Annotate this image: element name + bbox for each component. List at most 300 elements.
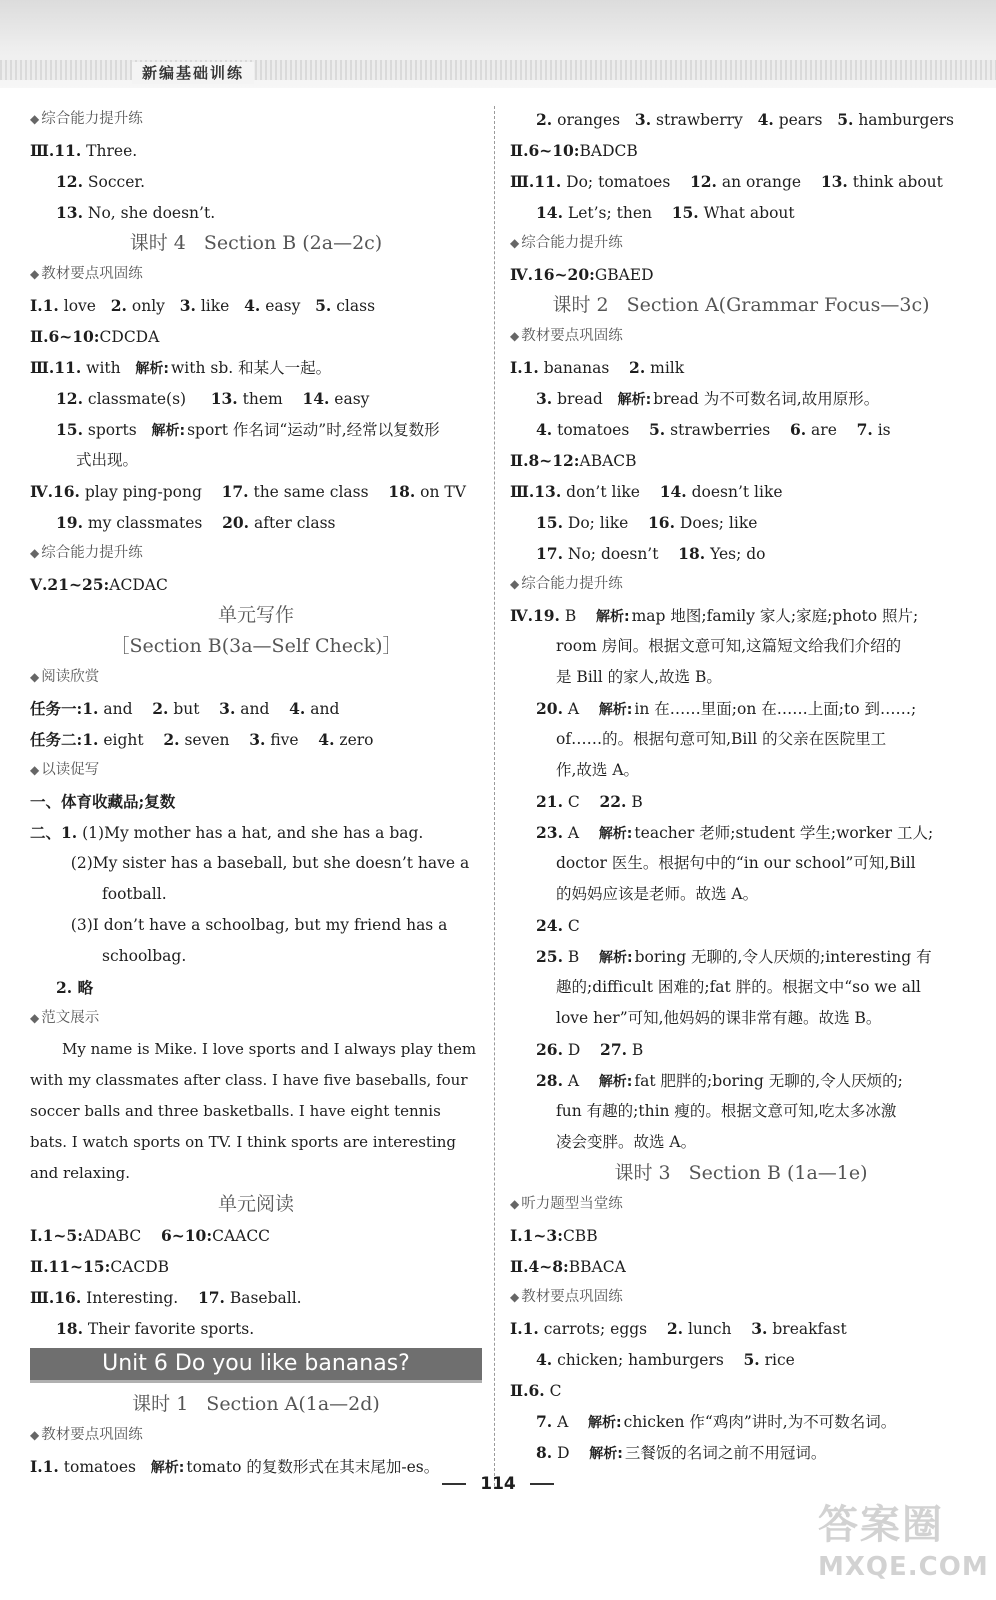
answer-text: love her”可知,他妈妈的课非常有趣。故选 B。 [556, 1009, 882, 1027]
answer-number: Ⅳ.16~20: [510, 265, 595, 284]
answer-text: No, she doesn’t. [82, 204, 216, 222]
answer-number: Ⅲ.11. [30, 141, 82, 160]
answer-number: 16. [648, 513, 675, 532]
answer-text: A [552, 1413, 589, 1431]
answer-text: map 地图;family 家人;家庭;photo 照片; [631, 607, 919, 625]
answer-text: ACDAC [109, 576, 168, 594]
answer-text: schoolbag. [102, 947, 187, 965]
analysis-label: 解析: [150, 1460, 185, 1476]
lesson-section: Section A(1a—2d) [206, 1393, 380, 1415]
lesson-section: Section A(Grammar Focus—3c) [626, 294, 930, 316]
answer-text: don’t like [561, 483, 660, 501]
answer-line [30, 135, 482, 166]
answer-number: 4. [536, 1350, 553, 1369]
answer-text: seven [179, 731, 250, 749]
answer-text: the same class [248, 483, 389, 501]
answer-number: Ⅰ.1~5: [30, 1226, 83, 1245]
answer-text: Yes; do [705, 545, 766, 563]
answer-text: BBACA [568, 1258, 626, 1276]
analysis-label: 解析: [598, 826, 633, 842]
answer-line [30, 321, 482, 352]
answer-line [30, 786, 482, 817]
answer-text: rice [759, 1351, 795, 1369]
answer-number: Ⅱ.11~15: [30, 1257, 111, 1276]
category-label: 综合能力提升练 [41, 545, 143, 561]
lesson-number: 课时 2 [552, 294, 609, 316]
answer-number: 5. [837, 110, 854, 129]
answer-text: Do; tomatoes [561, 173, 690, 191]
answer-text: GBAED [594, 266, 654, 284]
answer-text: B [626, 793, 643, 811]
answer-line [510, 879, 972, 910]
answer-number: 2. [536, 110, 553, 129]
answer-text: teacher 老师;student 学生;worker 工人; [634, 824, 934, 842]
answer-number: 17. [197, 1288, 225, 1307]
answer-number: 4. [244, 296, 261, 315]
answer-number: Ⅱ.6. [510, 1381, 545, 1400]
answer-text: Let’s; then [562, 204, 672, 222]
answer-number: Ⅳ.16. [30, 482, 80, 501]
category-label: 综合能力提升练 [521, 576, 623, 592]
answer-number: 一、体育收藏品;复数 [30, 792, 176, 811]
answer-line [510, 1034, 972, 1065]
answer-number: 14. [302, 389, 330, 408]
diamond-icon: ◆ [30, 670, 40, 684]
answer-line [510, 1406, 972, 1437]
answer-text: C [562, 793, 600, 811]
answer-line [30, 383, 482, 414]
answer-number: 1. [82, 699, 99, 718]
answer-line [30, 972, 482, 1003]
answer-text: class [331, 297, 376, 315]
answer-text: with sb. 和某人一起。 [171, 359, 332, 377]
answer-text: Their favorite sports. [82, 1320, 255, 1338]
answer-line [510, 414, 972, 445]
answer-line [510, 941, 972, 972]
answer-text: A [562, 1072, 599, 1090]
category-heading [30, 259, 482, 290]
answer-number: 3. [179, 296, 196, 315]
answer-line [510, 1375, 972, 1406]
answer-line [30, 352, 482, 383]
answer-number: 20. [536, 699, 563, 718]
answer-number: Ⅲ.11. [510, 172, 562, 191]
watermark-logo [818, 1500, 989, 1596]
answer-number: 8. [536, 1443, 553, 1462]
answer-number: 任务一: [30, 699, 83, 718]
answer-text: 是 Bill 的家人,故选 B。 [556, 668, 722, 686]
answer-number: 15. [671, 203, 699, 222]
answer-text: fun 有趣的;thin 瘦的。根据文意可知,吃太多冰激 [556, 1102, 897, 1120]
answer-line [30, 197, 482, 228]
answer-text: D [562, 1041, 601, 1059]
answer-text: lunch [683, 1320, 752, 1338]
answer-number: 5. [649, 420, 666, 439]
answer-text: Do; like [562, 514, 648, 532]
answer-text: bread [552, 390, 618, 408]
category-heading [30, 1420, 482, 1451]
answer-text: (3)I don’t have a schoolbag, but my friend has a [56, 916, 448, 934]
answer-text: A [562, 700, 599, 718]
answer-text: on TV [415, 483, 466, 501]
answer-line [510, 507, 972, 538]
answer-text: with [81, 359, 136, 377]
page-number: 114 [480, 1474, 516, 1494]
answer-number: 12. [56, 389, 83, 408]
answer-text: 趣的;difficult 困难的;fat 胖的。根据文中“so we all [556, 978, 921, 996]
answer-number: 13. [820, 172, 848, 191]
answer-number: 5. [315, 296, 332, 315]
answer-number: Ⅱ.6~10: [30, 327, 100, 346]
answer-text: ADABC [82, 1227, 161, 1245]
answer-number: 任务二: [30, 730, 83, 749]
diamond-icon: ◆ [510, 1197, 520, 1211]
watermark-line2: MXQE.COM [818, 1552, 989, 1582]
answer-text: No; doesn’t [562, 545, 679, 563]
answer-line [510, 848, 972, 879]
answer-text: A [562, 824, 599, 842]
answer-line [510, 755, 972, 786]
answer-text: C [544, 1382, 562, 1400]
answer-text: What about [698, 204, 795, 222]
diamond-icon: ◆ [510, 1290, 520, 1304]
lesson-number: 课时 1 [132, 1393, 189, 1415]
answer-line [510, 1220, 972, 1251]
answer-text: are [806, 421, 857, 439]
answer-line [510, 476, 972, 507]
lesson-heading [510, 1158, 972, 1189]
answer-text: Does; like [674, 514, 758, 532]
answer-text: zero [334, 731, 374, 749]
answer-number: Ⅲ.16. [30, 1288, 82, 1307]
answer-line [510, 1313, 972, 1344]
analysis-label: 解析: [595, 609, 630, 625]
answer-number: Ⅴ.21~25: [30, 575, 110, 594]
answer-line [30, 290, 482, 321]
answer-number: 14. [536, 203, 563, 222]
answer-text: only [126, 297, 180, 315]
answer-number: 7. [856, 420, 873, 439]
lesson-heading [30, 1389, 482, 1420]
category-label: 以读促写 [41, 762, 100, 778]
answer-line [510, 1065, 972, 1096]
answer-line [510, 786, 972, 817]
answer-line [510, 724, 972, 755]
watermark-line1: 答案圈 [818, 1502, 944, 1548]
answer-number: Ⅱ.6~10: [510, 141, 580, 160]
answer-number: Ⅰ.1. [30, 296, 59, 315]
answer-number: 18. [388, 482, 416, 501]
category-heading [510, 1189, 972, 1220]
category-heading [30, 1003, 482, 1034]
answer-text: Three. [81, 142, 138, 160]
answer-text: but [168, 700, 220, 718]
category-heading [30, 538, 482, 569]
answer-text: of……的。根据句意可知,Bill 的父亲在医院里工 [556, 730, 887, 748]
lesson-heading [30, 228, 482, 259]
answer-text: after class [249, 514, 336, 532]
answer-number: Ⅰ.1. [510, 1319, 539, 1338]
answer-text: CAACC [212, 1227, 271, 1245]
category-heading [30, 662, 482, 693]
answer-text: classmate(s) [82, 390, 211, 408]
right-column [510, 104, 972, 1468]
answer-text: chicken 作“鸡肉”讲时,为不可数名词。 [623, 1413, 897, 1431]
answer-number: 6~10: [161, 1226, 213, 1245]
answer-line [510, 693, 972, 724]
answer-number: 13. [210, 389, 238, 408]
diamond-icon: ◆ [30, 763, 40, 777]
answer-line [30, 569, 482, 600]
answer-number: 2. [152, 699, 169, 718]
category-label: 听力题型当堂练 [521, 1196, 623, 1212]
answer-text: an orange [716, 173, 821, 191]
answer-line [30, 414, 482, 445]
answer-text: chicken; hamburgers [552, 1351, 744, 1369]
answer-text: carrots; eggs [538, 1320, 667, 1338]
answer-number: 23. [536, 823, 563, 842]
answer-number: 12. [689, 172, 717, 191]
answer-text: CDCDA [99, 328, 160, 346]
category-label: 综合能力提升练 [521, 235, 623, 251]
answer-number: Ⅰ.1. [30, 1457, 59, 1476]
answer-number: 18. [56, 1319, 83, 1338]
left-column [30, 104, 482, 1482]
answer-number: 24. [536, 916, 563, 935]
answer-number: Ⅳ.19. [510, 606, 560, 625]
column-divider [494, 106, 495, 1486]
answer-line [30, 941, 482, 972]
answer-line [510, 1127, 972, 1158]
answer-text: 的妈妈应该是老师。故选 A。 [556, 885, 759, 903]
answer-number: 3. [751, 1319, 768, 1338]
section-heading: ［Section B(3a—Self Check)］ [110, 635, 402, 657]
answer-line [30, 1220, 482, 1251]
answer-number: 3. [249, 730, 266, 749]
category-heading [510, 321, 972, 352]
answer-text: sports [82, 421, 152, 439]
answer-text: B [562, 948, 599, 966]
answer-text: and [305, 700, 340, 718]
answer-text: 三餐饭的名词之前不用冠词。 [624, 1444, 827, 1462]
answer-line [30, 166, 482, 197]
analysis-label: 解析: [598, 1074, 633, 1090]
answer-text: Interesting. [81, 1289, 198, 1307]
answer-line [510, 631, 972, 662]
category-label: 范文展示 [41, 1010, 100, 1026]
analysis-label: 解析: [588, 1415, 622, 1431]
answer-text: easy [329, 390, 370, 408]
analysis-label: 解析: [151, 423, 186, 439]
answer-text: love [58, 297, 111, 315]
answer-number: 1. [82, 730, 99, 749]
answer-text: oranges [552, 111, 635, 129]
category-label: 综合能力提升练 [41, 111, 143, 127]
answer-text: hamburgers [853, 111, 955, 129]
answer-number: 4. [289, 699, 306, 718]
answer-text: 式出现。 [76, 451, 139, 469]
diamond-icon: ◆ [510, 577, 520, 591]
answer-text: CBB [562, 1227, 598, 1245]
category-heading [510, 228, 972, 259]
category-heading [510, 569, 972, 600]
answer-line [30, 724, 482, 755]
answer-text: doctor 医生。根据句中的“in our school”可知,Bill [556, 854, 916, 872]
header-title: 新编基础训练 [132, 62, 254, 84]
answer-number: 12. [56, 172, 83, 191]
answer-number: 2. [666, 1319, 684, 1338]
answer-number: 15. [56, 420, 83, 439]
answer-text: B [559, 607, 596, 625]
answer-number: Ⅲ.13. [510, 482, 562, 501]
analysis-label: 解析: [599, 950, 633, 966]
answer-line [30, 445, 482, 476]
answer-number: 5. [743, 1350, 760, 1369]
answer-number: 18. [678, 544, 706, 563]
answer-text: tomatoes [552, 421, 650, 439]
answer-number: 2. [163, 730, 180, 749]
answer-text: doesn’t like [686, 483, 783, 501]
answer-line [510, 135, 972, 166]
answer-text: eight [98, 731, 164, 749]
answer-text: strawberries [665, 421, 790, 439]
answer-text: CACDB [110, 1258, 170, 1276]
answer-text: my classmates [82, 514, 223, 532]
answer-number: Ⅰ.1. [510, 358, 539, 377]
answer-text: is [872, 421, 891, 439]
answer-line [30, 879, 482, 910]
answer-line [510, 166, 972, 197]
answer-number: 28. [536, 1071, 563, 1090]
category-label: 教材要点巩固练 [41, 266, 143, 282]
category-heading [30, 755, 482, 786]
answer-text: D [552, 1444, 590, 1462]
lesson-number: 课时 4 [129, 232, 186, 254]
answer-number: 17. [536, 544, 563, 563]
answer-line [510, 1437, 972, 1468]
answer-text: room 房间。根据文意可知,这篇短文给我们介绍的 [556, 637, 902, 655]
answer-line [510, 1003, 972, 1034]
answer-number: 19. [56, 513, 83, 532]
category-label: 教材要点巩固练 [41, 1427, 143, 1443]
answer-number: 略 [72, 978, 94, 997]
answer-line [30, 910, 482, 941]
answer-text: them [237, 390, 303, 408]
answer-number: 2. [110, 296, 127, 315]
answer-text: milk [645, 359, 685, 377]
answer-text: and [98, 700, 153, 718]
diamond-icon: ◆ [30, 1011, 40, 1025]
answer-line [510, 259, 972, 290]
answer-number: 3. [536, 389, 553, 408]
answer-number: 13. [56, 203, 83, 222]
answer-number: 27. [600, 1040, 627, 1059]
answer-number: 14. [659, 482, 687, 501]
answer-text: 凌会变胖。故选 A。 [556, 1133, 697, 1151]
lesson-section: Section B (2a—2c) [203, 232, 383, 254]
answer-text: Soccer. [82, 173, 146, 191]
answer-number: Ⅱ.8~12: [510, 451, 580, 470]
answer-number: 15. [536, 513, 563, 532]
answer-number: 二、1. [30, 823, 78, 842]
footer-dash-left [442, 1483, 466, 1485]
lesson-section: Section B (1a—1e) [688, 1162, 868, 1184]
answer-number: 3. [219, 699, 236, 718]
answer-number: 17. [221, 482, 249, 501]
answer-text: breakfast [767, 1320, 847, 1338]
answer-line [510, 662, 972, 693]
footer-dash-right [530, 1483, 554, 1485]
answer-line [510, 352, 972, 383]
answer-text: easy [260, 297, 316, 315]
answer-line [510, 600, 972, 631]
diamond-icon: ◆ [510, 329, 520, 343]
answer-text: and [235, 700, 290, 718]
answer-number: 4. [536, 420, 553, 439]
section-heading: 单元阅读 [217, 1193, 294, 1215]
answer-number: Ⅲ.11. [30, 358, 82, 377]
answer-number: 3. [634, 110, 652, 129]
model-essay: My name is Mike. I love sports and I always play them with my classmates after class. I have five baseballs, four soccer balls and three basketballs. I have eight tennis bats. I watch sports on TV. I think sports are interesting and relaxing. [30, 1040, 477, 1182]
answer-line [30, 476, 482, 507]
answer-line [30, 817, 482, 848]
answer-text: BADCB [579, 142, 638, 160]
answer-line [30, 1282, 482, 1313]
answer-number: 25. [536, 947, 563, 966]
answer-text: boring 无聊的,令人厌烦的;interesting 有 [634, 948, 932, 966]
analysis-label: 解析: [135, 361, 170, 377]
answer-line [30, 1313, 482, 1344]
diamond-icon: ◆ [30, 112, 40, 126]
lesson-number: 课时 3 [614, 1162, 671, 1184]
answer-text: strawberry [651, 111, 758, 129]
answer-text: tomatoes [58, 1458, 151, 1476]
diamond-icon: ◆ [30, 267, 40, 281]
answer-number: 22. [599, 792, 627, 811]
lesson-heading [510, 290, 972, 321]
category-label: 阅读欣赏 [41, 669, 100, 685]
answer-text: tomato 的复数形式在其末尾加-es。 [186, 1458, 440, 1476]
answer-number: 6. [789, 420, 807, 439]
answer-line [30, 848, 482, 879]
answer-number: Ⅱ.4~8: [510, 1257, 569, 1276]
answer-text: fat 肥胖的;boring 无聊的,令人厌烦的; [634, 1072, 903, 1090]
answer-line [510, 445, 972, 476]
diamond-icon: ◆ [30, 546, 40, 560]
answer-text: like [195, 297, 245, 315]
category-label: 教材要点巩固练 [521, 1289, 623, 1305]
answer-line [510, 538, 972, 569]
answer-line [510, 972, 972, 1003]
answer-line [510, 104, 972, 135]
section-heading: 单元写作 [217, 604, 294, 626]
answer-number: 2. [56, 978, 73, 997]
answer-number: 21. [536, 792, 563, 811]
answer-text: 作,故选 A。 [556, 761, 640, 779]
analysis-label: 解析: [617, 392, 652, 408]
answer-number: 4. [757, 110, 774, 129]
answer-text: think about [847, 173, 943, 191]
header-band [0, 0, 996, 88]
answer-text: pears [773, 111, 838, 129]
answer-line [30, 693, 482, 724]
answer-line [510, 910, 972, 941]
analysis-label: 解析: [598, 702, 633, 718]
answer-text: play ping-pong [79, 483, 222, 501]
answer-line [510, 1096, 972, 1127]
unit-title-bar: Unit 6 Do you like bananas? [30, 1348, 482, 1383]
answer-line [30, 1251, 482, 1282]
